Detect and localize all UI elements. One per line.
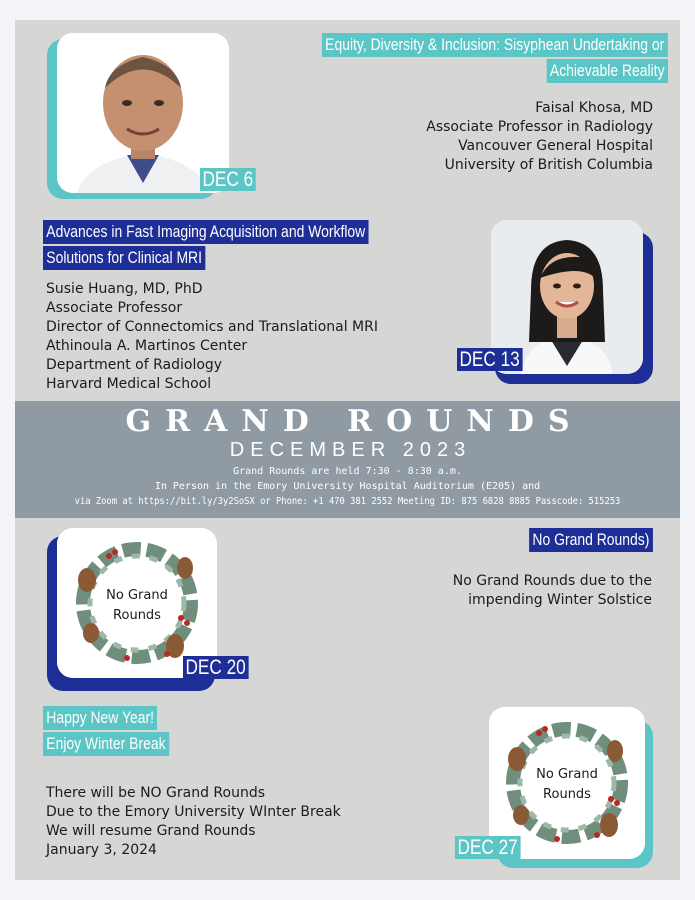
tag-dec27-line2: Enjoy Winter Break (43, 732, 169, 756)
note-line1: No Grand Rounds due to the (452, 573, 652, 589)
tag-dec20-wrap (502, 528, 653, 552)
note-line2: Due to the Emory University WInter Break (46, 804, 341, 820)
wreath-label (489, 765, 645, 805)
note-line3: We will resume Grand Rounds (46, 823, 256, 839)
speaker-school: Harvard Medical School (46, 376, 212, 392)
title-dec13-line2: Solutions for Clinical MRI (43, 246, 205, 270)
note-line1: There will be NO Grand Rounds (46, 785, 265, 801)
note-dec20 (453, 572, 652, 610)
speaker-university: University of British Columbia (444, 157, 653, 173)
title-dec6 (246, 33, 668, 83)
speaker-name: Susie Huang, MD, PhD (46, 281, 203, 297)
speaker-title: Associate Professor in Radiology (426, 119, 653, 135)
wreath-label-line1: No Grand (536, 767, 598, 782)
note-dec27 (46, 784, 341, 860)
date-badge-dec13: DEC 13 (457, 348, 522, 371)
title-dec13 (43, 220, 440, 270)
page-title: GRAND ROUNDS (125, 404, 584, 439)
speaker-department: Department of Radiology (46, 357, 223, 373)
speaker-name: Faisal Khosa, MD (535, 100, 653, 116)
speaker-role: Director of Connectomics and Translational MRI (46, 319, 378, 335)
speaker-hospital: Vancouver General Hospital (458, 138, 653, 154)
date-badge-dec6: DEC 6 (200, 168, 256, 191)
date-badge-dec20: DEC 20 (183, 656, 248, 679)
date-badge-dec27: DEC 27 (455, 836, 520, 859)
title-dec6-line1: Equity, Diversity & Inclusion: Sisyphean Undertaking or (322, 33, 668, 57)
speaker-dec6 (426, 99, 653, 175)
note-line2: impending Winter Solstice (468, 592, 652, 608)
wreath-label-line2: Rounds (113, 608, 161, 623)
note-line4: January 3, 2024 (46, 842, 157, 858)
wreath-label (57, 586, 217, 626)
info-line-1: Grand Rounds are held 7:30 - 8:30 a.m. (233, 466, 462, 477)
title-dec13-line1: Advances in Fast Imaging Acquisition and Workflow (43, 220, 369, 244)
wreath-label-line2: Rounds (543, 787, 591, 802)
tag-dec20: No Grand Rounds) (529, 528, 653, 552)
speaker-center: Athinoula A. Martinos Center (46, 338, 248, 354)
flyer (15, 20, 680, 880)
tag-dec27-line1: Happy New Year! (43, 706, 157, 730)
speaker-title: Associate Professor (46, 300, 183, 316)
tag-dec27 (43, 706, 197, 756)
title-dec6-line2: Achievable Reality (547, 59, 668, 83)
wreath-label-line1: No Grand (106, 588, 168, 603)
info-line-3: via Zoom at https://bit.ly/3y2SoSX or Phone: +1 470 381 2552 Meeting ID: 875 6828 8885 Passcode: 515253 (74, 496, 621, 507)
info-line-2: In Person in the Emory University Hospital Auditorium (E205) and (154, 481, 541, 492)
page-subtitle: DECEMBER 2023 (229, 439, 472, 461)
speaker-dec13 (46, 280, 378, 394)
header-band (15, 401, 680, 518)
